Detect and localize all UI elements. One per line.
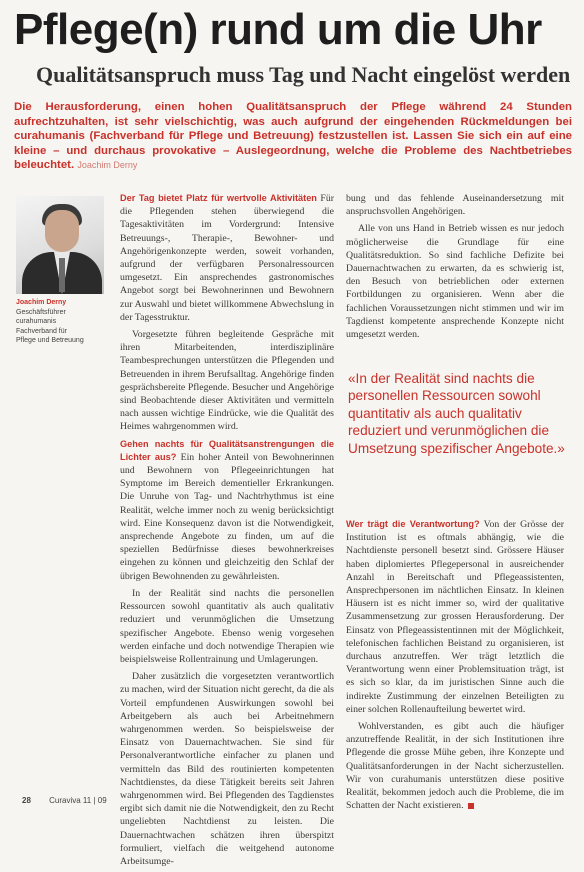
lead-text: Die Herausforderung, einen hohen Qualitätsanspruch der Pflege während 24 Stunden aufrechtzuhalten, ist sehr vielschichtig, was auch aufgrund der eingehenden Rückmeldungen bei curahumanis (Fachverband für Pflege und Betreuung) festzustellen ist. Lassen Sie sich ein auf eine kleine – und durchaus provokative – Auslegeordnung, welche die Probleme des Nachtbetriebes beleuchtet. (14, 101, 572, 172)
right-column-lower (346, 518, 564, 816)
caption-role-1: Geschäftsführer (16, 308, 66, 316)
photo-caption (16, 298, 108, 346)
end-mark-icon (468, 803, 474, 809)
section-heading: Gehen nachts für Qualitätsanstrengungen die Lichter aus? (120, 438, 334, 462)
paragraph: Für die Pflegenden stehen überwiegend die Tagesaktivitäten im Vordergrund: Intensive Betreuungs-, Therapie-, Bewohner- und Angehörigenkonzepte werden, soweit vorhanden, aufgrund der verfügbaren Personalressourcen umgesetzt. Ein ansprechendes gastronomisches Angebot sorgt bei Bewohnerinnen und Bewohnern zur Auswahl und bietet willkommene Abwechslung in der Tagesstruktur. (120, 193, 334, 323)
section-1 (120, 192, 334, 324)
publication-name: Curaviva 11 | 09 (49, 796, 107, 805)
caption-role-2: curahumanis (16, 318, 57, 325)
section-2 (120, 438, 334, 583)
paragraph: Alle von uns Hand in Betrieb wissen es nur jedoch möglicherweise die Grundlage für eine Qualitätsreduktion. So sind fachliche Defizite bei Dauernachtwachen zu erwarten, da es schwierig ist, den Besuch von betrieblichen oder externen Fortbildungen zu organisieren. Wenn aber die fachlichen Voraussetzungen nicht stimmen und wir im Tagdienst kompetente ansprechende Konzepte nicht umgesetzt werden. (346, 223, 564, 341)
left-column (120, 192, 334, 872)
caption-name: Joachim Derny (16, 299, 67, 306)
paragraph: Daher zusätzlich die vorgesetzten verantwortlich zu machen, wird der Situation nicht gerecht, da die als Vorteil empfundenen Auswirkungen sowohl bei Arbeitgebern als auch bei Arbeitnehmern wahrgenommen werden. So beispielsweise der Einsatz von Dauernachtwachen. Sie sind für Personalverantwortliche einfacher zu planen und vermitteln das Bild des routinierten kompetenten Nachtdienstes, da diese Tätigkeit bereits seit Jahren wahrgenommen wird. Bei Pflegenden des Tagdienstes ergibt sich damit nie die Notwendigkeit, den zu Recht ungeliebten Nachtdienst zu leisten. Die Dauernachtwachen schätzen ihren überspitzt formuliert, vielfach die weitgehend autonome Arbeitsumge- (120, 671, 334, 867)
section-3 (346, 518, 564, 716)
page-number: 28 (22, 796, 31, 805)
section-heading: Wer trägt die Verantwortung? (346, 519, 480, 529)
paragraph: Ein hoher Anteil von Bewohnerinnen und Bewohnern von Pflegeeinrichtungen hat Symptome im Bereich dementieller Erkrankungen. Die Unruhe von Tag- und Nachtrhythmus ist eine Realität, welche immer noch zu wenig berücksichtigt wird. Eine Konsequenz davon ist die Notwendigkeit, ansprechende Angebote zu finden, um auf die speziellen Bedürfnisse dieses bewohnerkreises eingehen zu können und gleichzeitig den Schlaf der übrigen Bewohnenden zu gewährleisten. (120, 451, 334, 582)
article-subtitle: Qualitätsanspruch muss Tag und Nacht eingelöst werden (36, 62, 571, 87)
author-photo (16, 196, 104, 294)
paragraph (346, 720, 564, 812)
paragraph: Von der Grösse der Institution ist es oftmals abhängig, wie die Nachtdienste personell besetzt sind. Grössere Häuser haben diplomiertes Pflegepersonal in ausreichender Anzahl in Bereitschaft und Pflegeassistenten, Ansprechpersonen im nächtlichen Einsatz. In kleinen Häusern ist es nicht immer so, wird der qualitative Zusammensetzung zur grossen Herausforderung. Der Einsatz von Pflegeassistentinnen mit der Möglichkeit, telefonischen fachlichen Beistand zu organisieren, ist durchaus anzutreffen. Wer trägt letztlich die Verantwortung wenn einer Problemsituation trägt, ist es sich so klar, da im juristischen Sinne auch die indirekte Zustimmung der einzelnen Beteiligten zu einer solchen Rollenaufteilung bewertet wird. (346, 519, 564, 715)
pull-quote: «In der Realität sind nachts die personellen Ressourcen sowohl quantitativ als auch qualitativ reduziert und verunmöglichen die Umsetzung spezifischer Angebote.» (348, 371, 565, 456)
paragraph: In der Realität sind nachts die personellen Ressourcen sowohl quantitativ als auch qualitativ reduziert und verunmöglichen die Umsetzung spezifischer Angebote. Ebenso wenig vorgesehen werden einfache und doch notwendige Therapien wie beispielsweise Rollentrainung und Umlagerungen. (120, 587, 334, 665)
paragraph-text: Wohlverstanden, es gibt auch die häufiger anzutreffende Realität, in der sich Institutionen ihre Pflegende die grosse Mühe geben, ihre Konzepte und Qualitätsanforderungen in der Nacht sicherzustellen. Wir von curahumanis unterstützen diese positive Realität, bekommen jedoch auch die Probleme, die im Schatten der Nacht existieren. (346, 721, 564, 812)
page-footer (22, 796, 107, 805)
right-column (346, 192, 564, 345)
lead-author: Joachim Derny (77, 160, 138, 171)
paragraph: bung und das fehlende Auseinandersetzung mit anspruchsvollen Angehörigen. (346, 193, 564, 218)
lead-paragraph (14, 100, 572, 173)
caption-role-3: Fachverband für (16, 327, 67, 335)
article-title: Pflege(n) rund um die Uhr (14, 5, 542, 54)
section-heading: Der Tag bietet Platz für wertvolle Aktivitäten (120, 193, 317, 203)
paragraph: Vorgesetzte führen begleitende Gespräche mit ihren Mitarbeitenden, interdisziplinäre Teambesprechungen unterstützen die Pflegenden und Betreuenden in ihrem Berufsalltag. Angehörige finden gesprächsbereite Pflegende. Besucher und Angehörige sind Beobachtende dieser Aktivitäten und vermitteln nach aussen wichtige Eindrücke, wie die Qualität des Heimes wahrgenommen wird. (120, 329, 334, 433)
caption-role-4: Pflege und Betreuung (16, 337, 84, 344)
